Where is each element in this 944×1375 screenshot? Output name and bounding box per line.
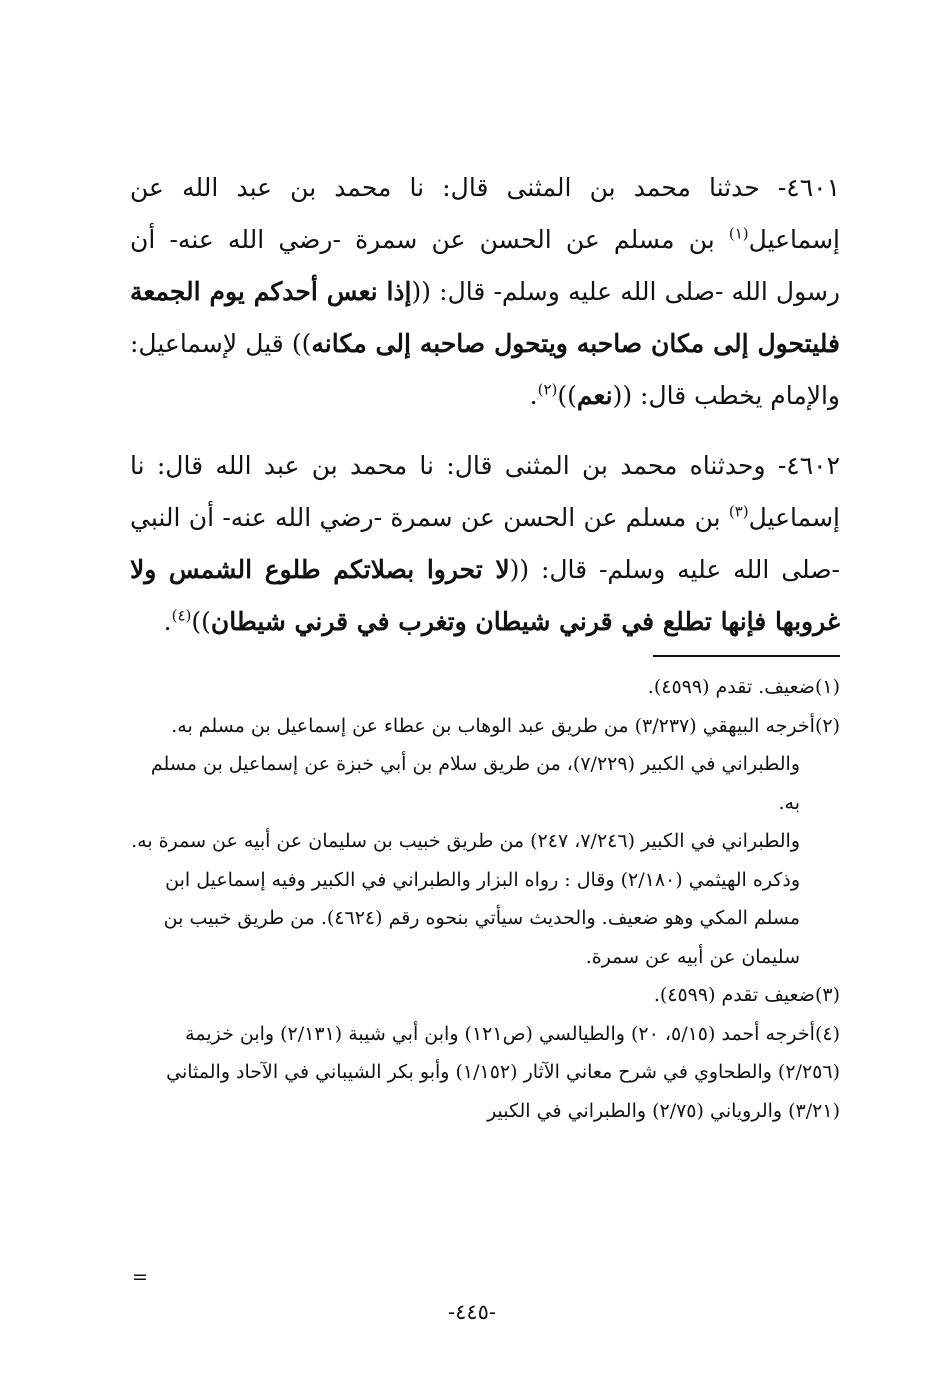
footnote-text: ضعيف. تقدم (٤٥٩٩). [647,676,815,698]
hadith-text: بن مسلم عن الحسن عن سمرة -رضي الله عنه- أن رسول الله -صلى الله عليه وسلم- قال: (( [130,225,841,306]
footnote-divider [653,655,840,657]
footnotes [130,668,840,1130]
prophetic-saying: لا تحروا بصلاتكم طلوع الشمس ولا غروبها فإنها تطلع في قرني شيطان وتغرب في قرني شيطان [130,555,840,636]
hadith-4602 [130,440,840,648]
footnote-reference: (٣) [728,502,749,521]
hadith-end: . [529,381,538,410]
footnote-marker: (١) [814,676,840,698]
footnote-reference: (١) [728,224,749,243]
footnote-marker: (٣) [814,984,840,1006]
footnote-text: أخرجه أحمد (٥/١٥، ٢٠) والطيالسي (ص١٢١) وابن أبي شيبة (٢/١٣١) وابن خزيمة (٢/٢٥٦) والطحاوي في شرح معاني الآثار (١/١٥٢) وأبو بكر الشيباني في الآحاد والمثاني (٣/٢١) والروياني (٢/٧٥) والطبراني في الكبير [166,1022,840,1122]
hadith-number: ٤٦٠١- [777,173,840,202]
footnote-1 [130,668,840,707]
footnote-marker: (٢) [814,714,840,737]
prophetic-answer: نعم [576,381,613,410]
footnote-paragraph: والطبراني في الكبير (٧/٢٢٩)، من طريق سلام بن أبي خبزة عن إسماعيل بن مسلم به. [150,753,800,814]
hadith-text: وحدثناه محمد بن المثنى قال: نا محمد بن عبد الله قال: نا إسماعيل [130,451,840,532]
page-number: -٤٤٥- [447,1300,497,1324]
footnote-text: أخرجه البيهقي (٣/٢٣٧) من طريق عبد الوهاب بن عطاء عن إسماعيل بن مسلم به. [171,714,815,737]
footnote-reference: (٤) [171,606,192,625]
footnote-text: ضعيف تقدم (٤٥٩٩). [653,984,815,1006]
hadith-text: )) قيل لإسماعيل: والإمام يخطب قال: (( [130,329,840,410]
footnote-3 [130,976,840,1015]
footnote-2 [130,707,840,977]
hadith-text: )) [557,381,577,410]
footnote-reference: (٢) [537,380,558,399]
hadith-text: بن مسلم عن الحسن عن سمرة -رضي الله عنه- أن النبي -صلى الله عليه وسلم- قال: (( [130,503,840,584]
continuation-mark: = [132,1266,148,1288]
hadith-4601 [130,162,840,422]
footnote-paragraph: وذكره الهيثمي (٢/١٨٠) وقال : رواه البزار والطبراني في الكبير وفيه إسماعيل ابن مسلم المكي وهو ضعيف. والحديث سيأتي بنحوه رقم (٤٦٢٤). من طريق خبيب بن سليمان عن أبيه عن سمرة. [163,868,800,968]
footnote-4 [130,1015,840,1131]
hadith-end: . [163,607,172,636]
footnote-marker: (٤) [814,1022,840,1045]
hadith-text: )) [191,607,211,636]
prophetic-saying: إذا نعس أحدكم يوم الجمعة فليتحول إلى مكان صاحبه ويتحول صاحبه إلى مكانه [130,277,840,358]
footnote-paragraph: والطبراني في الكبير (٧/٢٤٦، ٢٤٧) من طريق خبيب بن سليمان عن أبيه عن سمرة به. [131,830,800,852]
hadith-text: حدثنا محمد بن المثنى قال: نا محمد بن عبد الله عن إسماعيل [130,173,840,254]
hadith-number: ٤٦٠٢- [777,451,840,480]
